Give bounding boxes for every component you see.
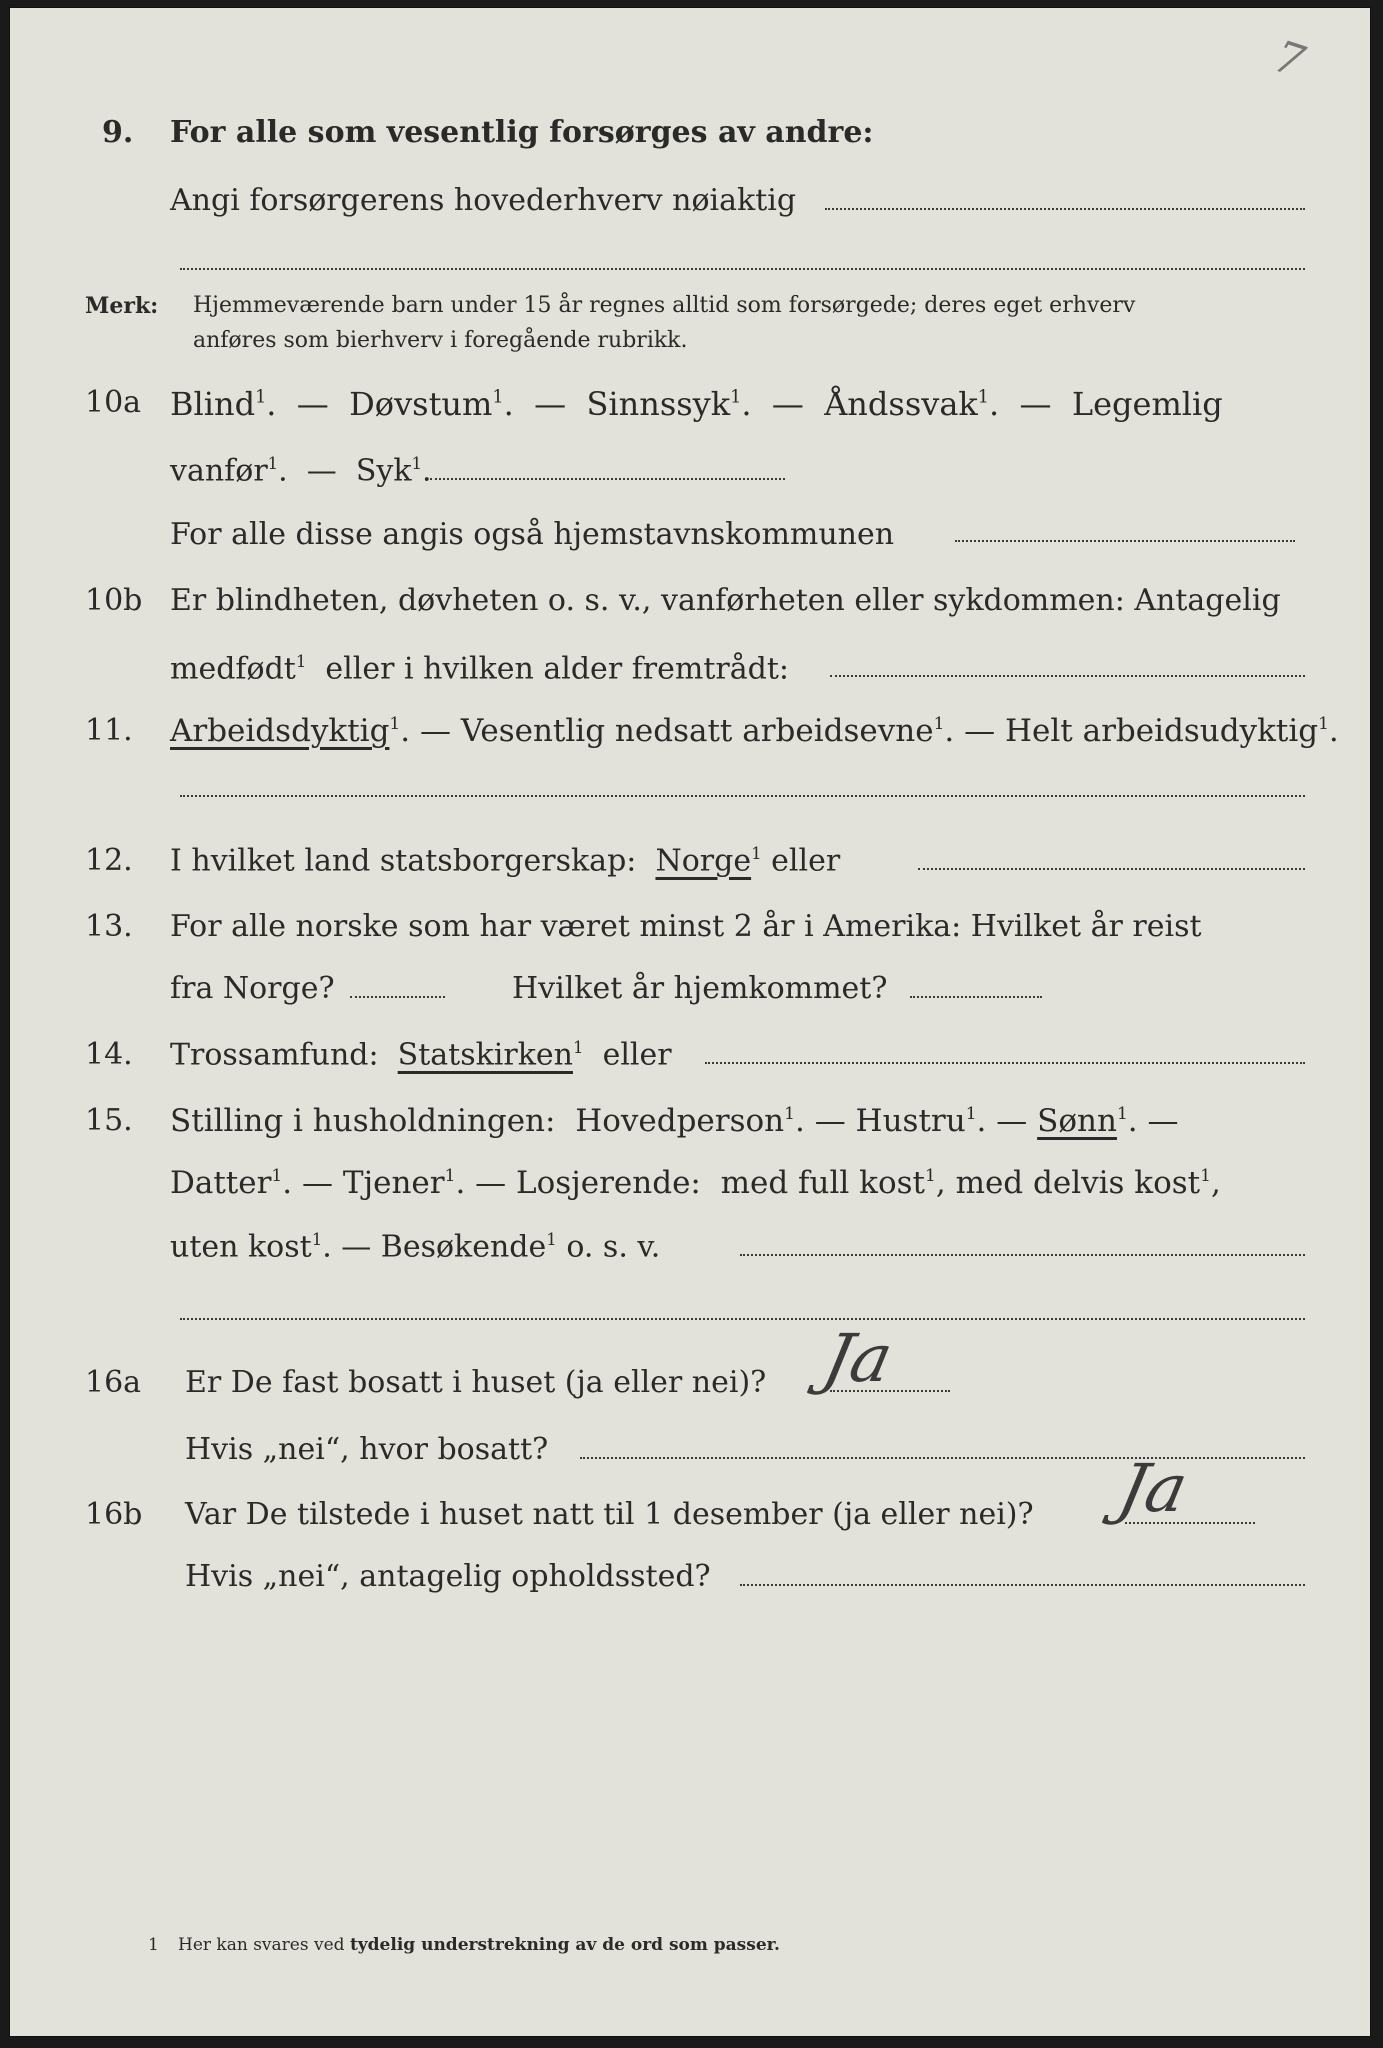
q15-line-3: uten kost$^1$. — Besøkende$^1$ o. s. v. xyxy=(170,1229,661,1265)
q15-opt-delvis-kost[interactable]: med delvis kost xyxy=(955,1165,1201,1201)
census-form-page xyxy=(9,7,1371,2037)
note-line-1: Hjemmeværende barn under 15 år regnes alltid som forsørgede; deres eget erhverv xyxy=(193,293,1136,318)
footnote-text: Her kan svares ved xyxy=(178,1935,345,1955)
q11-number: 11. xyxy=(85,713,133,748)
q11-options: Arbeidsdyktig$^1$. — Vesentlig nedsatt arbeidsevne$^1$. — Helt arbeidsudyktig$^1$. xyxy=(170,713,1339,749)
q13-reist-line xyxy=(350,996,445,998)
q10a-line-2: vanfør$^1$. — Syk$^1$. xyxy=(170,453,432,489)
q10a-opt-syk[interactable]: Syk xyxy=(355,453,412,489)
q9-prompt: Angi forsørgerens hovederhverv nøiaktig xyxy=(170,183,797,218)
footnote xyxy=(178,1937,780,1954)
q16b-handwritten-answer[interactable]: Ja xyxy=(1111,1450,1195,1527)
q9-answer-line-2 xyxy=(180,268,1305,270)
q10a-opt-andssvak[interactable]: Åndssvak xyxy=(824,385,978,423)
q10a-hjemstavn-line xyxy=(955,540,1295,542)
q16a-bosatt-line xyxy=(580,1457,1305,1459)
q10a-options: Blind$^1$. — Døvstum$^1$. — Sinnssyk$^1$. — Åndssvak$^1$. — Legemlig xyxy=(170,385,1223,423)
q15-opt-sonn[interactable]: Sønn xyxy=(1037,1103,1117,1139)
q15-number: 15. xyxy=(85,1103,133,1138)
footnote-emphasis: tydelig understrekning av de ord som passer. xyxy=(349,1935,780,1955)
q15-line-2: Datter$^1$. — Tjener$^1$. — Losjerende: med full kost$^1$, med delvis kost$^1$, xyxy=(170,1165,1221,1201)
q10a-line-3: For alle disse angis også hjemstavnskommunen xyxy=(170,517,895,552)
q10b-line-2: medfødt$^1$ eller i hvilken alder fremtrådt: xyxy=(170,651,789,687)
q14-line: Trossamfund: Statskirken$^1$ eller xyxy=(170,1037,672,1073)
q15-opt-uten-kost[interactable]: uten kost xyxy=(170,1229,312,1265)
q13-reist-label: fra Norge? xyxy=(170,971,335,1006)
q16a-line-1: Er De fast bosatt i huset (ja eller nei)? xyxy=(185,1365,767,1400)
q10a-opt-sinnssyk[interactable]: Sinnssyk xyxy=(586,385,731,423)
q12-line: I hvilket land statsborgerskap: Norge$^1$ eller xyxy=(170,843,841,879)
q14-prompt: Trossamfund: xyxy=(170,1037,379,1073)
q16b-line-1: Var De tilstede i huset natt til 1 desember (ja eller nei)? xyxy=(185,1497,1034,1532)
note-line-2: anføres som bierhverv i foregående rubrikk. xyxy=(193,328,688,353)
q14-number: 14. xyxy=(85,1037,133,1072)
q10a-number: 10a xyxy=(85,385,142,420)
q15-opt-datter[interactable]: Datter xyxy=(170,1165,272,1201)
q15-opt-hovedperson[interactable]: Hovedperson xyxy=(575,1103,785,1139)
q9-number: 9. xyxy=(102,115,134,150)
q15-prompt: Stilling i husholdningen: xyxy=(170,1103,556,1139)
note-label: Merk: xyxy=(85,293,159,319)
q15-answer-line xyxy=(740,1254,1305,1256)
q15-opt-tjener[interactable]: Tjener xyxy=(342,1165,445,1201)
q9-answer-line xyxy=(825,208,1305,210)
q16b-opholdssted-line xyxy=(740,1584,1305,1586)
q13-hjem-label: Hvilket år hjemkommet? xyxy=(512,971,888,1006)
q15-osv: o. s. v. xyxy=(566,1229,661,1265)
q14-suffix: eller xyxy=(602,1037,672,1073)
q10b-alder-label: eller i hvilken alder fremtrådt: xyxy=(325,651,789,687)
q11-opt-udyktig[interactable]: Helt arbeidsudyktig xyxy=(1004,713,1319,749)
q15-opt-besokende[interactable]: Besøkende xyxy=(380,1229,547,1265)
q12-prompt: I hvilket land statsborgerskap: xyxy=(170,843,637,879)
q13-hjem-line xyxy=(910,996,1042,998)
q10b-line-1: Er blindheten, døvheten o. s. v., vanførheten eller sykdommen: Antagelig xyxy=(170,583,1281,618)
q10a-opt-vanfor[interactable]: vanfør xyxy=(170,453,268,489)
q13-line-1: For alle norske som har været minst 2 år i Amerika: Hvilket år reist xyxy=(170,909,1202,944)
q10b-number: 10b xyxy=(85,583,143,618)
q10b-opt-medfodt[interactable]: medfødt xyxy=(170,651,296,687)
q12-opt-norge[interactable]: Norge xyxy=(655,843,752,879)
q10b-answer-line xyxy=(830,675,1305,677)
q16a-line-2: Hvis „nei“, hvor bosatt? xyxy=(185,1432,549,1467)
q9-heading: For alle som vesentlig forsørges av andre: xyxy=(170,115,874,150)
q10a-opt-blind[interactable]: Blind xyxy=(170,385,256,423)
q13-number: 13. xyxy=(85,909,133,944)
q10a-opt-dovstum[interactable]: Døvstum xyxy=(349,385,493,423)
q12-suffix: eller xyxy=(771,843,841,879)
q14-opt-statskirken[interactable]: Statskirken xyxy=(397,1037,573,1073)
q15-answer-line-2 xyxy=(180,1318,1305,1320)
q15-opt-full-kost[interactable]: med full kost xyxy=(720,1165,925,1201)
footnote-mark: 1 xyxy=(148,1935,159,1955)
q11-opt-nedsatt[interactable]: Vesentlig nedsatt arbeidsevne xyxy=(460,713,934,749)
q12-answer-line xyxy=(918,868,1305,870)
q16a-number: 16a xyxy=(85,1365,142,1400)
q10a-opt-legemlig[interactable]: Legemlig xyxy=(1071,385,1223,423)
q11-answer-line xyxy=(180,795,1305,797)
q16b-number: 16b xyxy=(85,1497,143,1532)
q11-opt-arbeidsdyktig[interactable]: Arbeidsdyktig xyxy=(170,713,390,749)
q16a-handwritten-answer[interactable]: Ja xyxy=(816,1320,900,1397)
q14-answer-line xyxy=(705,1062,1305,1064)
page-corner-mark: 7 xyxy=(1267,30,1311,89)
q15-losjerende-label: Losjerende: xyxy=(516,1165,701,1201)
q10a-syk-line xyxy=(430,478,785,480)
q15-line-1: Stilling i husholdningen: Hovedperson$^1$. — Hustru$^1$. — Sønn$^1$. — xyxy=(170,1103,1179,1139)
q15-opt-hustru[interactable]: Hustru xyxy=(855,1103,966,1139)
q12-number: 12. xyxy=(85,843,133,878)
q16b-line-2: Hvis „nei“, antagelig opholdssted? xyxy=(185,1559,711,1594)
